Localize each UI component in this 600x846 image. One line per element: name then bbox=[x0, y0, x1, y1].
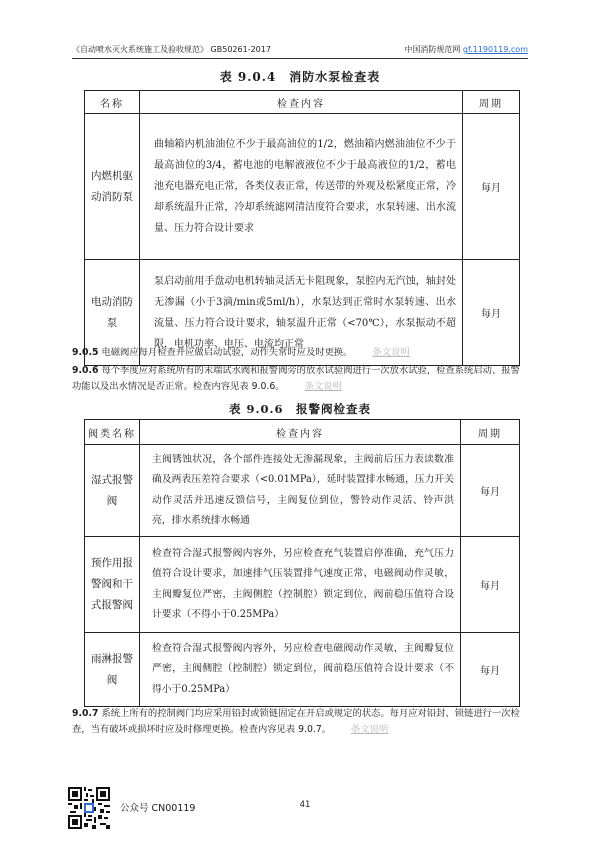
row-period: 每月 bbox=[463, 114, 520, 260]
clause-note-link[interactable]: 条文说明 bbox=[351, 724, 389, 735]
row-content: 检查符合湿式报警阀内容外，另应检查电磁阀动作灵敏，主阀瓣复位严密，主阀侧腔（控制腔）锁定到位，阀前稳压值符合设计要求（不得小于0.25MPa） bbox=[140, 633, 461, 707]
row-content: 曲轴箱内机油油位不少于最高油位的1/2，燃油箱内燃油油位不少于最高油位的3/4，蓄电池的电解液液位不少于最高液位的1/2，蓄电池充电器充电正常，各类仪表正常，传送带的外观及松紧度正常，冷却系统温升正常，冷却系统滤网清洁度符合要求，水泵转速、出水流量、压力符合设计要求 bbox=[140, 114, 463, 260]
clause-9-0-6 bbox=[72, 363, 528, 395]
clause-9-0-7 bbox=[72, 706, 528, 738]
header-book-title: 《自动喷水灭火系统施工及验收规范》 GB50261-2017 bbox=[72, 45, 271, 54]
row-period: 每月 bbox=[463, 260, 520, 366]
clause-9-0-5 bbox=[72, 345, 528, 361]
header-site-name: 中国消防规范网 bbox=[404, 45, 461, 54]
header-site bbox=[404, 44, 528, 55]
table-row bbox=[85, 537, 520, 633]
table2-title: 表 9.0.6 报警阀检查表 bbox=[228, 402, 371, 416]
clause-note-link[interactable]: 条文说明 bbox=[304, 381, 342, 392]
row-period: 每月 bbox=[461, 633, 520, 707]
table-header-category: 阀类名称 bbox=[85, 420, 140, 445]
table-row bbox=[85, 114, 520, 260]
clause-number: 9.0.7 bbox=[72, 708, 99, 719]
table-row bbox=[85, 633, 520, 707]
running-header bbox=[72, 42, 528, 58]
clause-text: 系统上所有的控制阀门均应采用铅封或锁链固定在开启或规定的状态。每月应对铅封、锁链进行一次检查，当有破坏或损坏时应及时修理更换。检查内容见表 9.0.7。 bbox=[72, 708, 520, 735]
clause-text: 电磁阀应每月检查并应做启动试验，动作失常时应及时更换。 bbox=[98, 347, 353, 358]
table-header-row bbox=[85, 420, 520, 445]
clause-note-link[interactable]: 条文说明 bbox=[372, 347, 410, 358]
table-header-row bbox=[85, 91, 520, 114]
table-row bbox=[85, 445, 520, 537]
table1-title: 表 9.0.4 消防水泵检查表 bbox=[219, 70, 381, 84]
row-category: 预作用报警阀和干式报警阀 bbox=[85, 537, 140, 633]
header-site-link[interactable]: gf.1190119.com bbox=[462, 45, 528, 54]
header-rule bbox=[72, 58, 528, 59]
row-content: 主阀锈蚀状况，各个部件连接处无渗漏现象，主阀前后压力表读数准确及两表压差符合要求（<0.01MPa），延时装置排水畅通，压力开关动作灵活并迅速反馈信号，主阀复位到位，警铃动作灵活、铃声洪亮，排水系统排水畅通 bbox=[140, 445, 461, 537]
row-content: 检查符合湿式报警阀内容外，另应检查充气装置启停准确，充气压力值符合设计要求，加速排气压装置排气速度正常，电磁阀动作灵敏，主阀瓣复位严密，主阀侧腔（控制腔）锁定到位，阀前稳压值符合设计要求（不得小于0.25MPa） bbox=[140, 537, 461, 633]
table-header-category: 名称 bbox=[85, 91, 140, 114]
table-header-content: 检查内容 bbox=[140, 420, 461, 445]
clause-text: 每个季度应对系统所有的末端试水阀和报警阀旁的放水试验阀进行一次放水试验，检查系统启动、报警功能以及出水情况是否正常。检查内容见表 9.0.6。 bbox=[72, 365, 520, 392]
row-content: 泵启动前用手盘动电机转轴灵活无卡阻现象，泵腔内无汽蚀，轴封处无渗漏（小于3滴/min或5ml/h），水泵达到正常时水泵转速、出水流量、压力符合设计要求，轴泵温升正常（<70℃），水泵振动不超限，电机功率、电压、电流均正常 bbox=[140, 260, 463, 366]
wechat-account: 公众号 CN00119 bbox=[120, 803, 196, 814]
clause-number: 9.0.6 bbox=[72, 365, 99, 376]
qr-code-icon bbox=[68, 787, 110, 829]
row-category: 雨淋报警阀 bbox=[85, 633, 140, 707]
page-number: 41 bbox=[299, 800, 311, 810]
row-category: 电动消防泵 bbox=[85, 260, 140, 366]
clause-number: 9.0.5 bbox=[72, 347, 99, 358]
row-period: 每月 bbox=[461, 537, 520, 633]
alarm-valve-check-table bbox=[84, 419, 520, 707]
table-header-period: 周期 bbox=[461, 420, 520, 445]
table-header-period: 周期 bbox=[463, 91, 520, 114]
row-category: 湿式报警阀 bbox=[85, 445, 140, 537]
fire-pump-check-table bbox=[84, 90, 520, 366]
row-period: 每月 bbox=[461, 445, 520, 537]
table-header-content: 检查内容 bbox=[140, 91, 463, 114]
row-category: 内燃机驱动消防泵 bbox=[85, 114, 140, 260]
